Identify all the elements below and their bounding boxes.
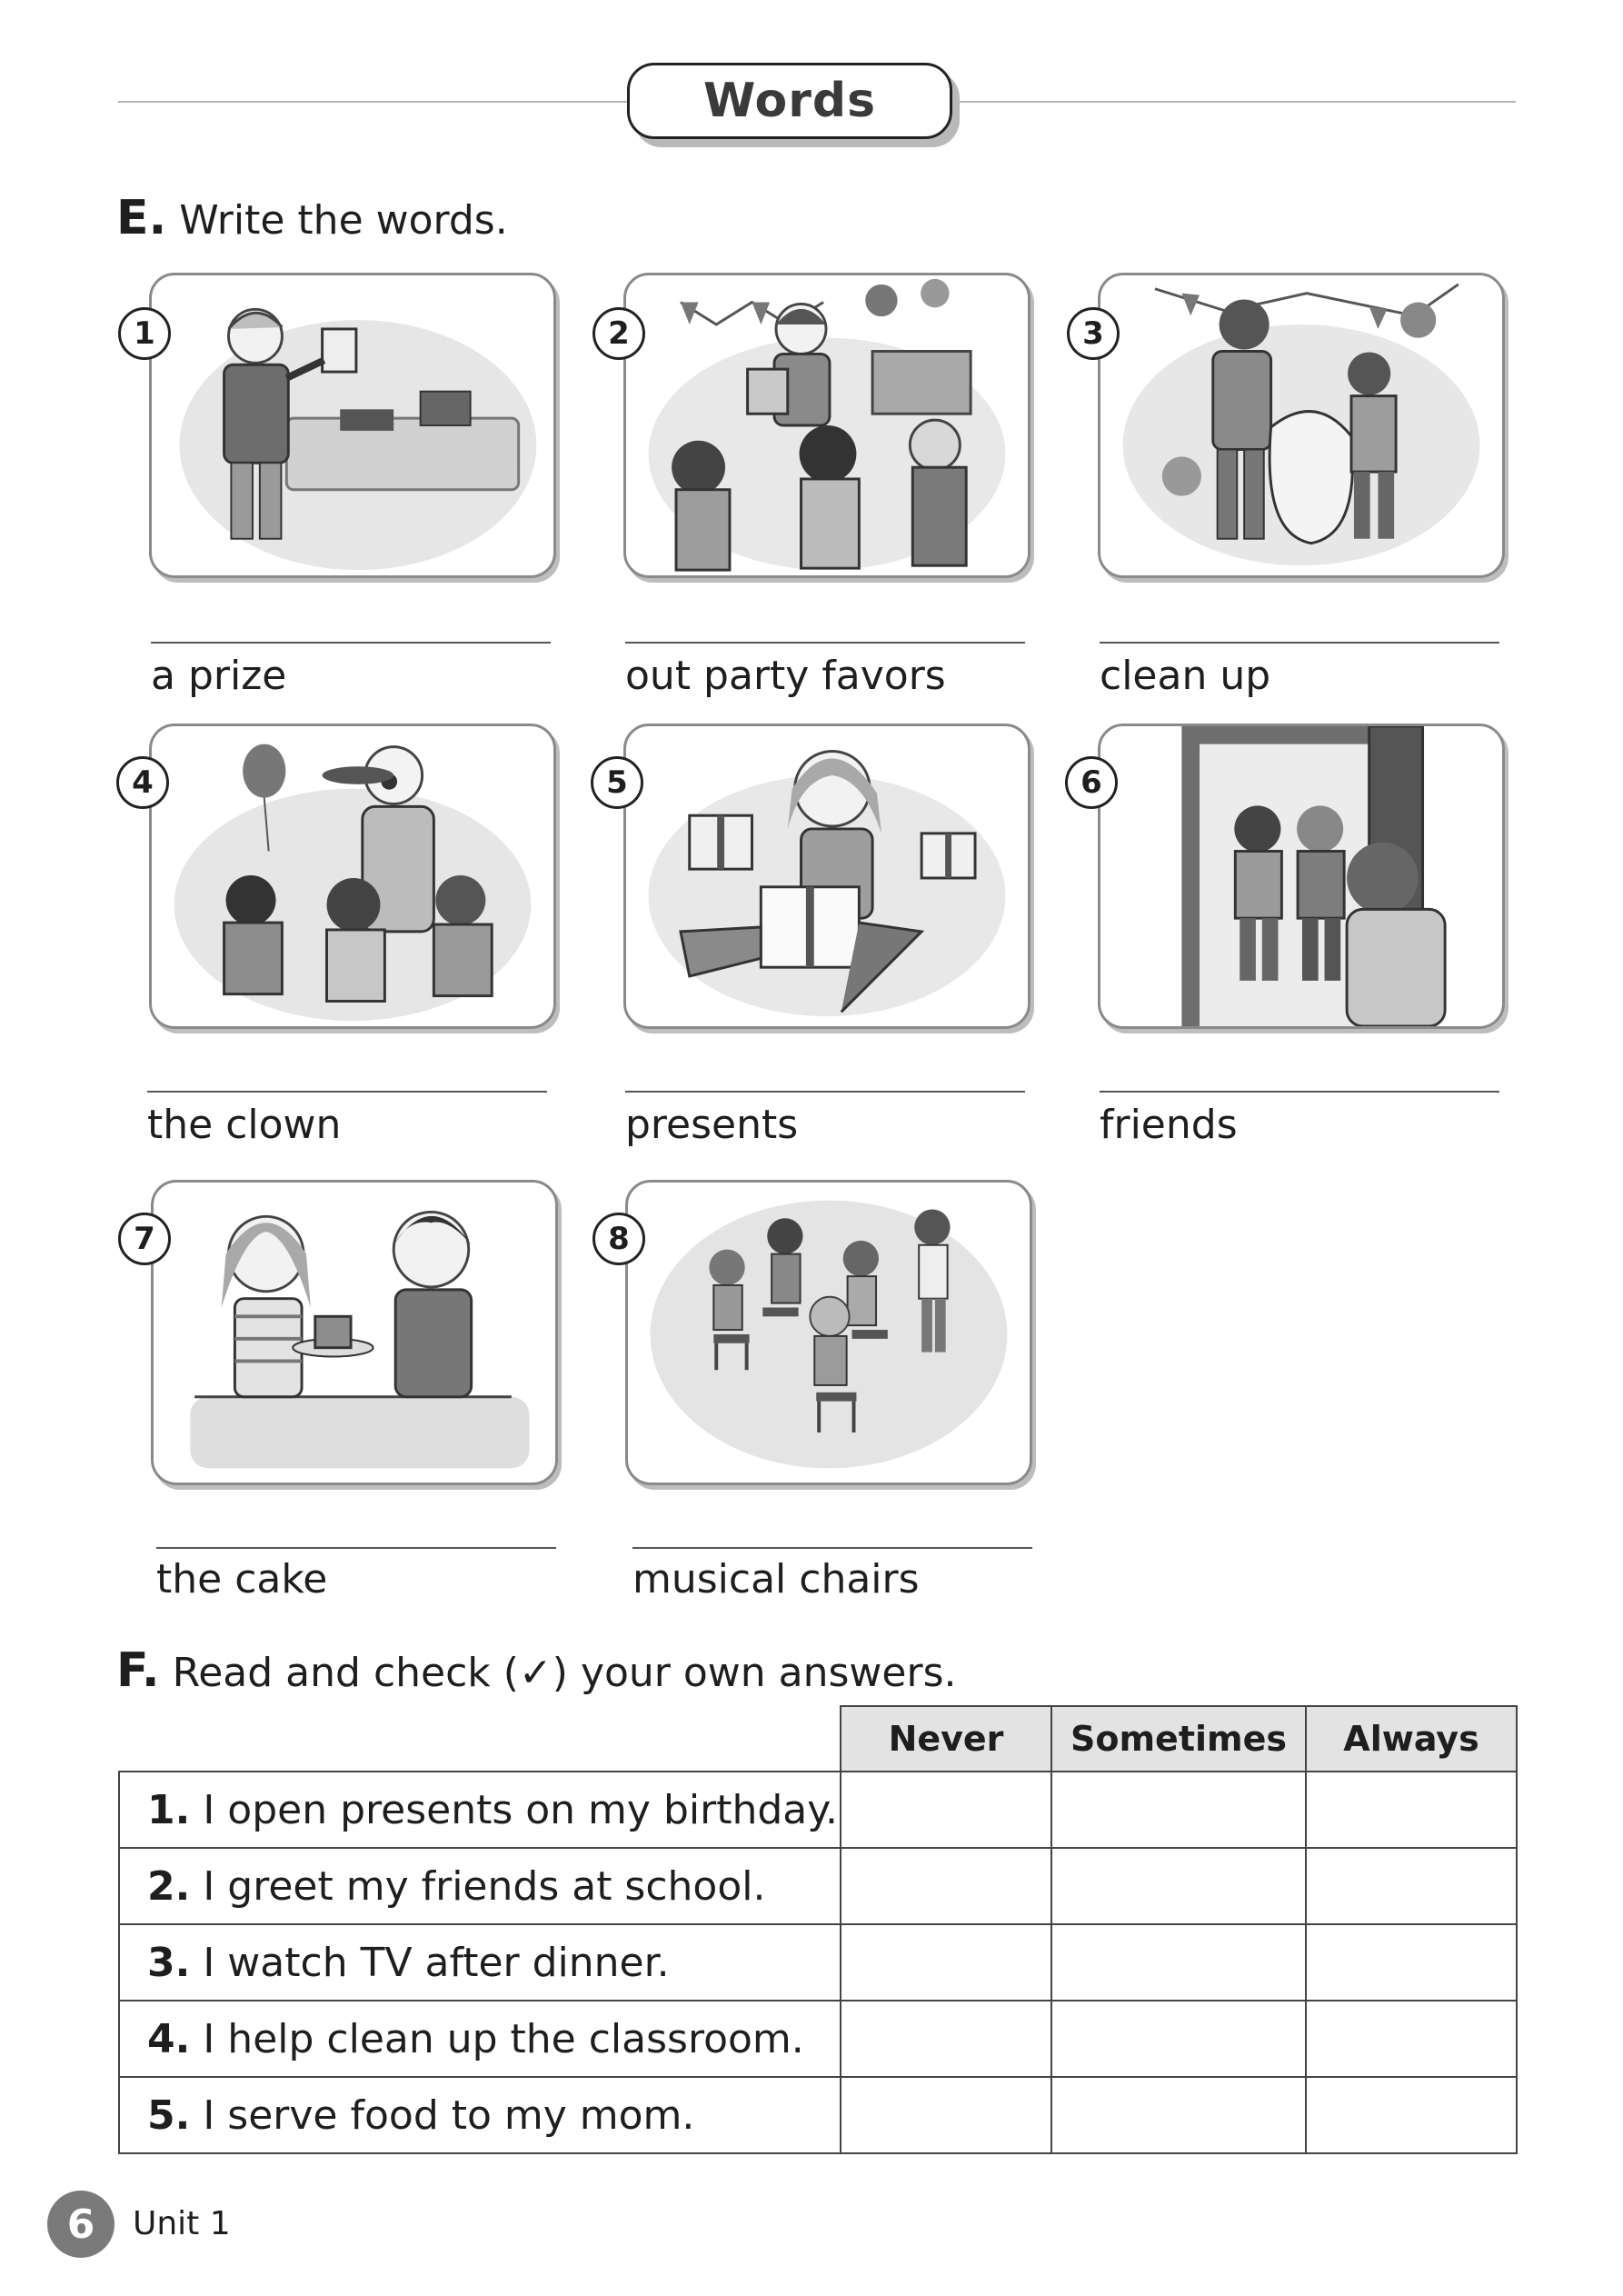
section-e-heading <box>116 191 508 245</box>
item-number-badge: 3 <box>1067 307 1120 360</box>
statement-cell <box>119 1772 841 1848</box>
statement-text: I watch TV after dinner. <box>203 1939 670 1986</box>
table-header-blank <box>119 1706 841 1772</box>
illustration-party-favors <box>626 275 1028 575</box>
statement-text: I greet my friends at school. <box>203 1862 766 1910</box>
picture-card-8 <box>625 1180 1032 1485</box>
header-rule-right <box>952 101 1516 103</box>
statement-number: 3. <box>147 1939 191 1986</box>
illustration-friends-at-door <box>1100 726 1502 1026</box>
statement-cell <box>119 2077 841 2153</box>
check-cell-never[interactable] <box>841 1924 1051 2001</box>
page-title-box <box>627 63 952 139</box>
table-row <box>119 1848 1517 1924</box>
check-cell-sometimes[interactable] <box>1051 1772 1306 1848</box>
check-cell-never[interactable] <box>841 2001 1051 2077</box>
statement-text: I help clean up the classroom. <box>203 2015 804 2062</box>
statement-number: 5. <box>147 2091 191 2139</box>
picture-card-7 <box>151 1180 558 1485</box>
statement-cell <box>119 2001 841 2077</box>
picture-card-4 <box>149 724 556 1029</box>
statement-number: 4. <box>147 2015 191 2062</box>
check-cell-always[interactable] <box>1306 1924 1517 2001</box>
statement-cell <box>119 1924 841 2001</box>
page-number-badge: 6 <box>47 2191 115 2258</box>
statement-text: I serve food to my mom. <box>203 2091 695 2139</box>
picture-card-5 <box>623 724 1031 1029</box>
picture-card-6 <box>1098 724 1505 1029</box>
picture-card-1 <box>149 273 556 578</box>
page-title: Words <box>702 74 877 128</box>
item-number-badge: 5 <box>591 756 643 809</box>
check-cell-always[interactable] <box>1306 2001 1517 2077</box>
answer-line-7[interactable] <box>156 1547 556 1549</box>
illustration-boy-prize <box>152 275 553 575</box>
check-cell-sometimes[interactable] <box>1051 1848 1306 1924</box>
table-row <box>119 1772 1517 1848</box>
section-f-heading <box>116 1643 956 1698</box>
caption-5: presents <box>625 1102 799 1148</box>
answer-line-5[interactable] <box>625 1091 1025 1093</box>
item-number-badge: 8 <box>592 1213 645 1265</box>
statement-number: 2. <box>147 1862 191 1910</box>
column-header-sometimes: Sometimes <box>1051 1706 1306 1772</box>
check-cell-sometimes[interactable] <box>1051 2077 1306 2153</box>
item-number-badge: 6 <box>1065 756 1118 809</box>
section-f-instruction: Read and check (✓) your own answers. <box>172 1650 957 1696</box>
item-number-badge: 2 <box>592 307 645 360</box>
answer-line-1[interactable] <box>151 642 551 644</box>
check-cell-sometimes[interactable] <box>1051 1924 1306 2001</box>
table-row <box>119 2077 1517 2153</box>
section-e-letter: E. <box>116 191 167 245</box>
picture-card-2 <box>623 273 1031 578</box>
check-cell-never[interactable] <box>841 2077 1051 2153</box>
check-cell-always[interactable] <box>1306 1772 1517 1848</box>
section-f-letter: F. <box>116 1643 160 1698</box>
illustration-musical-chairs <box>628 1183 1030 1482</box>
answer-line-4[interactable] <box>147 1091 547 1093</box>
illustration-presents <box>626 726 1028 1026</box>
unit-label: Unit 1 <box>133 2205 231 2242</box>
table-header-row <box>119 1706 1517 1772</box>
illustration-clean-up <box>1100 275 1502 575</box>
statement-number: 1. <box>147 1786 191 1833</box>
header-rule-left <box>118 101 627 103</box>
check-cell-always[interactable] <box>1306 1848 1517 1924</box>
illustration-clown <box>152 726 553 1026</box>
check-cell-never[interactable] <box>841 1848 1051 1924</box>
answer-line-3[interactable] <box>1100 642 1499 644</box>
table-row <box>119 2001 1517 2077</box>
check-cell-sometimes[interactable] <box>1051 2001 1306 2077</box>
answer-line-6[interactable] <box>1100 1091 1499 1093</box>
caption-2: out party favors <box>625 653 946 699</box>
column-header-never: Never <box>841 1706 1051 1772</box>
answer-line-2[interactable] <box>625 642 1025 644</box>
picture-card-3 <box>1098 273 1505 578</box>
caption-4: the clown <box>147 1102 342 1148</box>
answer-line-8[interactable] <box>632 1547 1032 1549</box>
illustration-cake <box>154 1183 555 1482</box>
check-cell-always[interactable] <box>1306 2077 1517 2153</box>
caption-6: friends <box>1100 1102 1238 1148</box>
statement-text: I open presents on my birthday. <box>203 1786 838 1833</box>
column-header-always: Always <box>1306 1706 1517 1772</box>
caption-1: a prize <box>151 653 287 699</box>
item-number-badge: 4 <box>116 756 169 809</box>
section-e-instruction: Write the words. <box>179 197 508 244</box>
item-number-badge: 1 <box>118 307 171 360</box>
frequency-check-table <box>118 1705 1518 2154</box>
table-row <box>119 1924 1517 2001</box>
caption-8: musical chairs <box>632 1556 920 1602</box>
check-cell-never[interactable] <box>841 1772 1051 1848</box>
caption-3: clean up <box>1100 653 1271 699</box>
caption-7: the cake <box>156 1556 328 1602</box>
item-number-badge: 7 <box>118 1213 171 1265</box>
statement-cell <box>119 1848 841 1924</box>
